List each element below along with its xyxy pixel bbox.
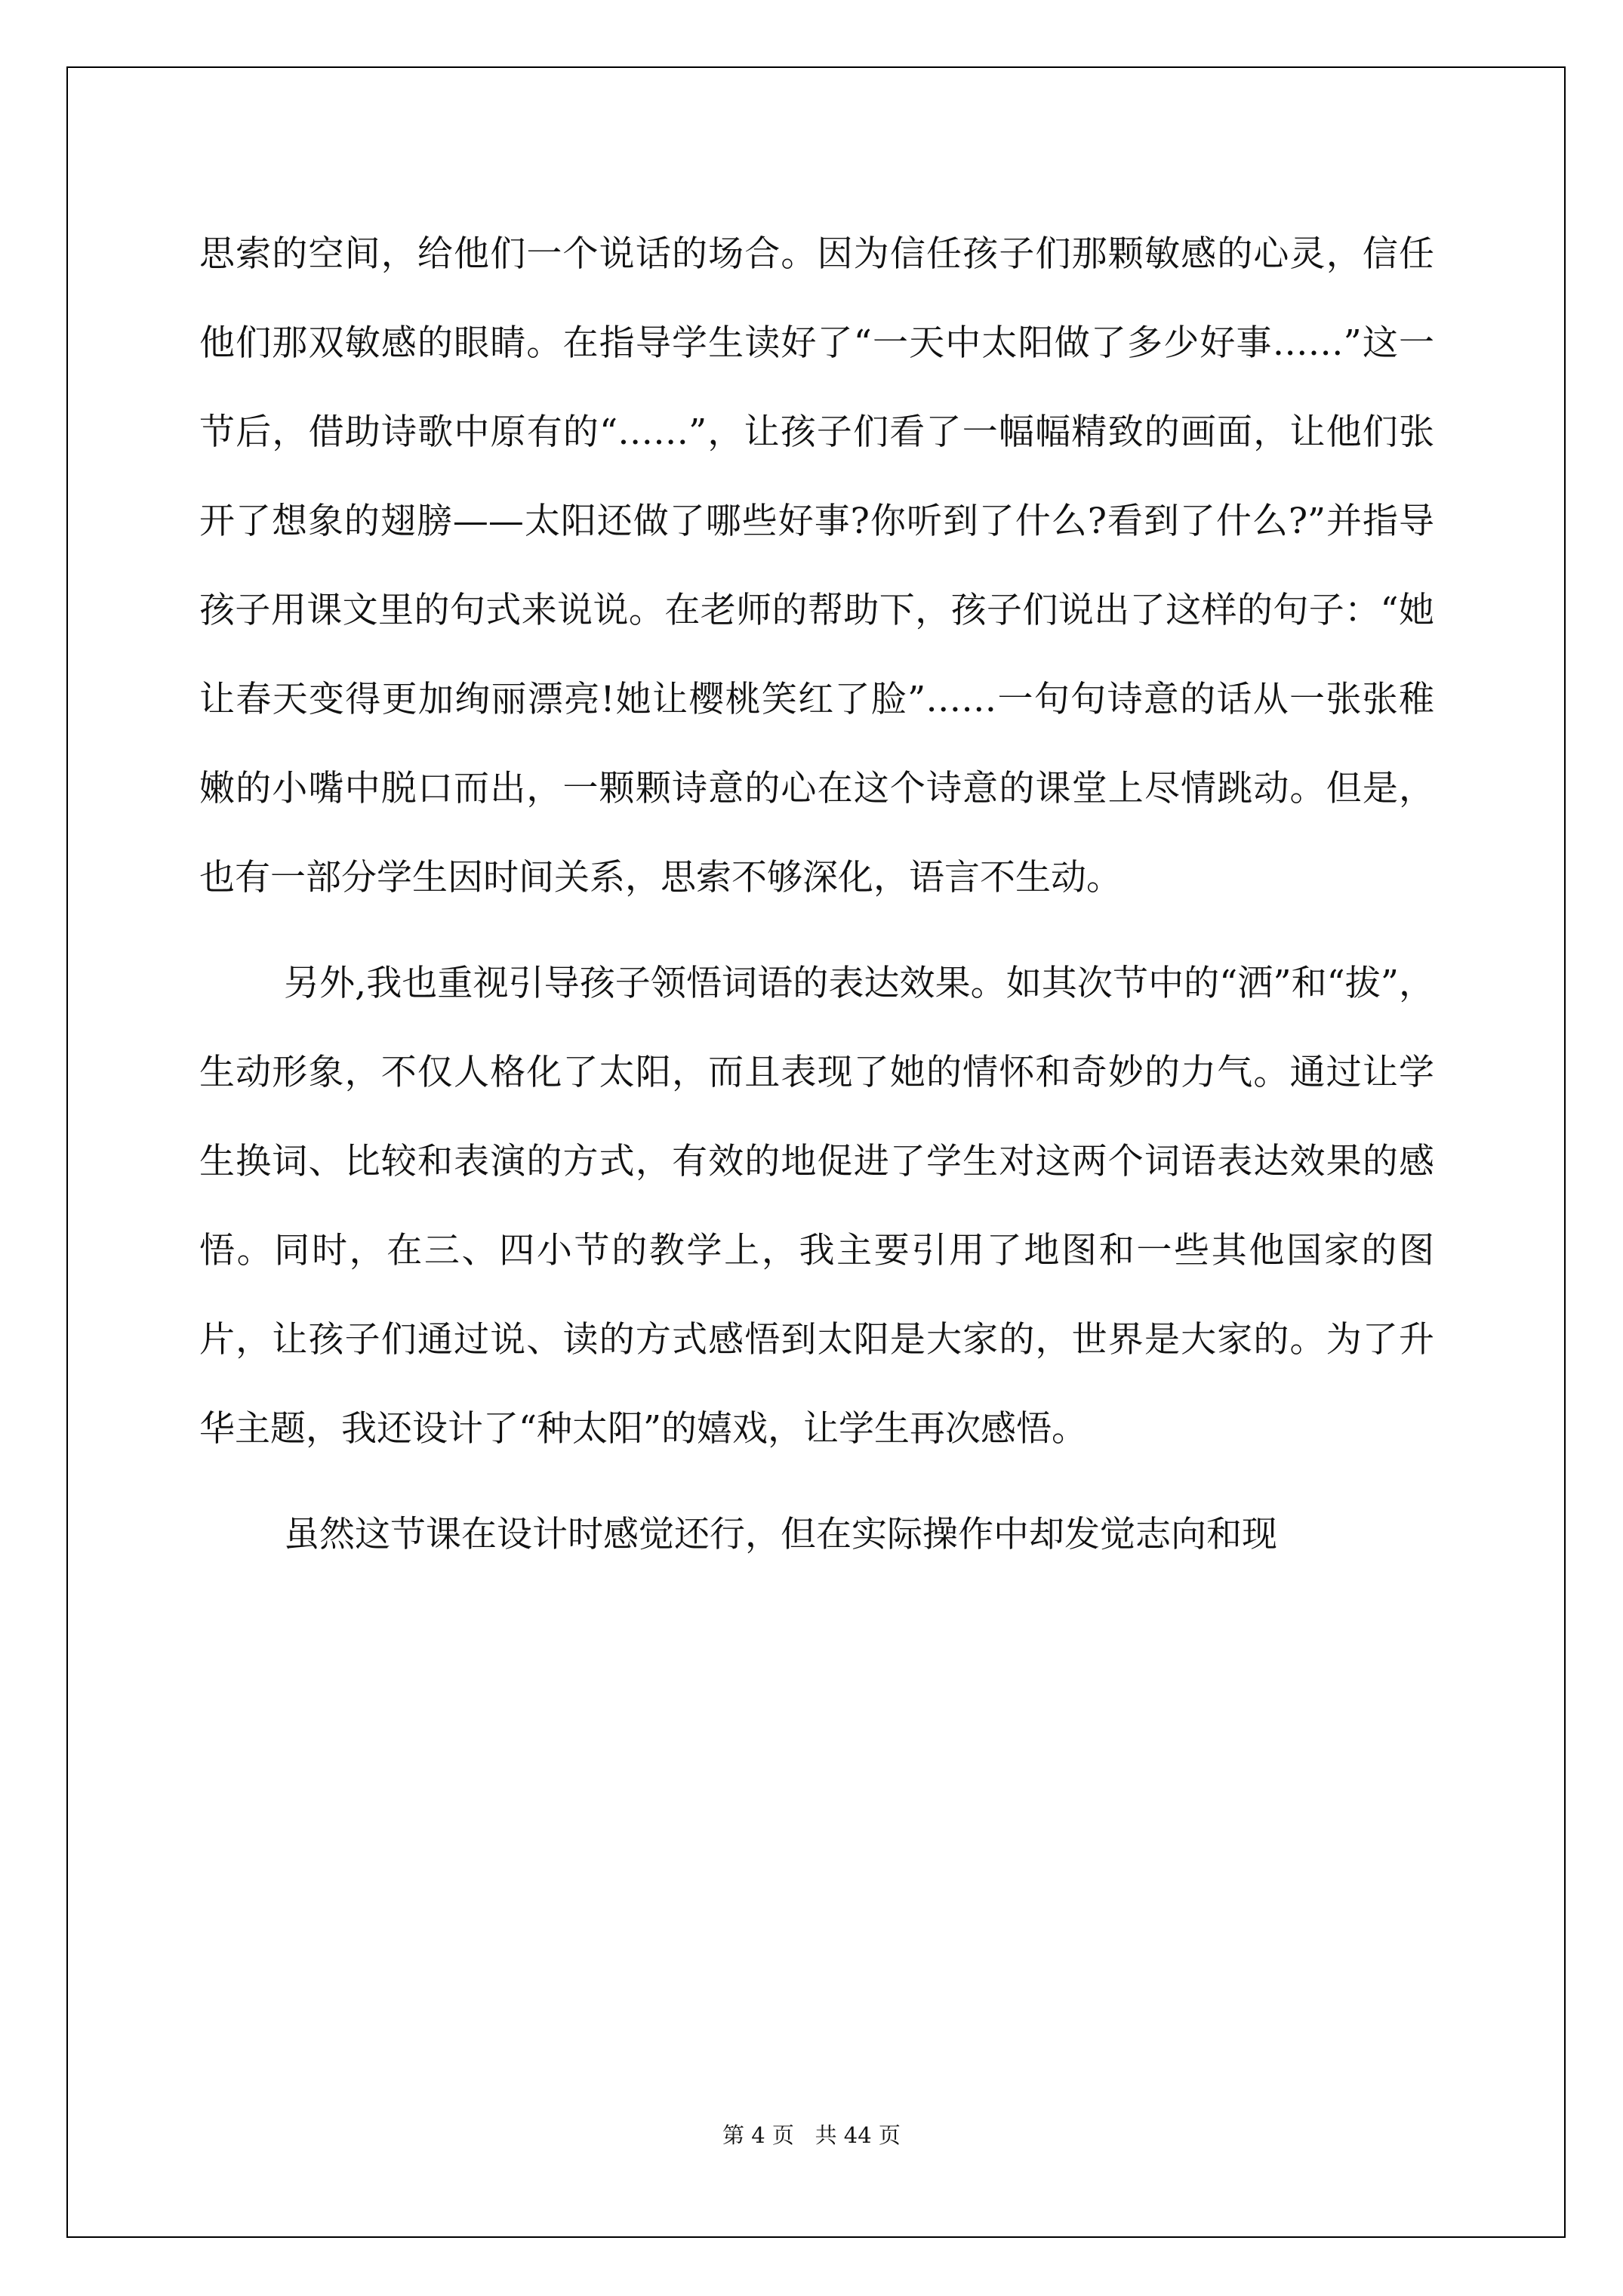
paragraph-1: 思索的空间，给他们一个说话的场合。因为信任孩子们那颗敏感的心灵，信任他们那双敏感的眼睛。在指导学生读好了“一天中太阳做了多少好事……”这一节后，借助诗歌中原有的“……”，让孩子们看了一幅幅精致的画面，让他们张开了想象的翅膀——太阳还做了哪些好事?你听到了什么?看到了什么?”并指导孩子用课文里的句式来说说。在老师的帮助下，孩子们说出了这样的句子：“她让春天变得更加绚丽漂亮!她让樱桃笑红了脸”……一句句诗意的话从一张张稚嫩的小嘴中脱口而出，一颗颗诗意的心在这个诗意的课堂上尽情跳动。但是，也有一部分学生因时间关系，思索不够深化，语言不生动。 [199,233,1434,898]
page-total: 共 44 页 [815,2122,901,2148]
page-footer [0,2119,1623,2150]
paragraph-2: 另外,我也重视引导孩子领悟词语的表达效果。如其次节中的“洒”和“拔”，生动形象，不仅人格化了太阳，而且表现了她的情怀和奇妙的力气。通过让学生换词、比较和表演的方式，有效的地促进了学生对这两个词语表达效果的感悟。同时，在三、四小节的教学上，我主要引用了地图和一些其他国家的图片，让孩子们通过说、读的方式感悟到太阳是大家的，世界是大家的。为了升华主题，我还设计了“种太阳”的嬉戏，让学生再次感悟。 [199,963,1434,1450]
paragraph-3: 虽然这节课在设计时感觉还行，但在实际操作中却发觉志向和现 [284,1514,1277,1555]
page-number: 第 4 页 [722,2122,794,2148]
document-body [199,210,1434,1579]
